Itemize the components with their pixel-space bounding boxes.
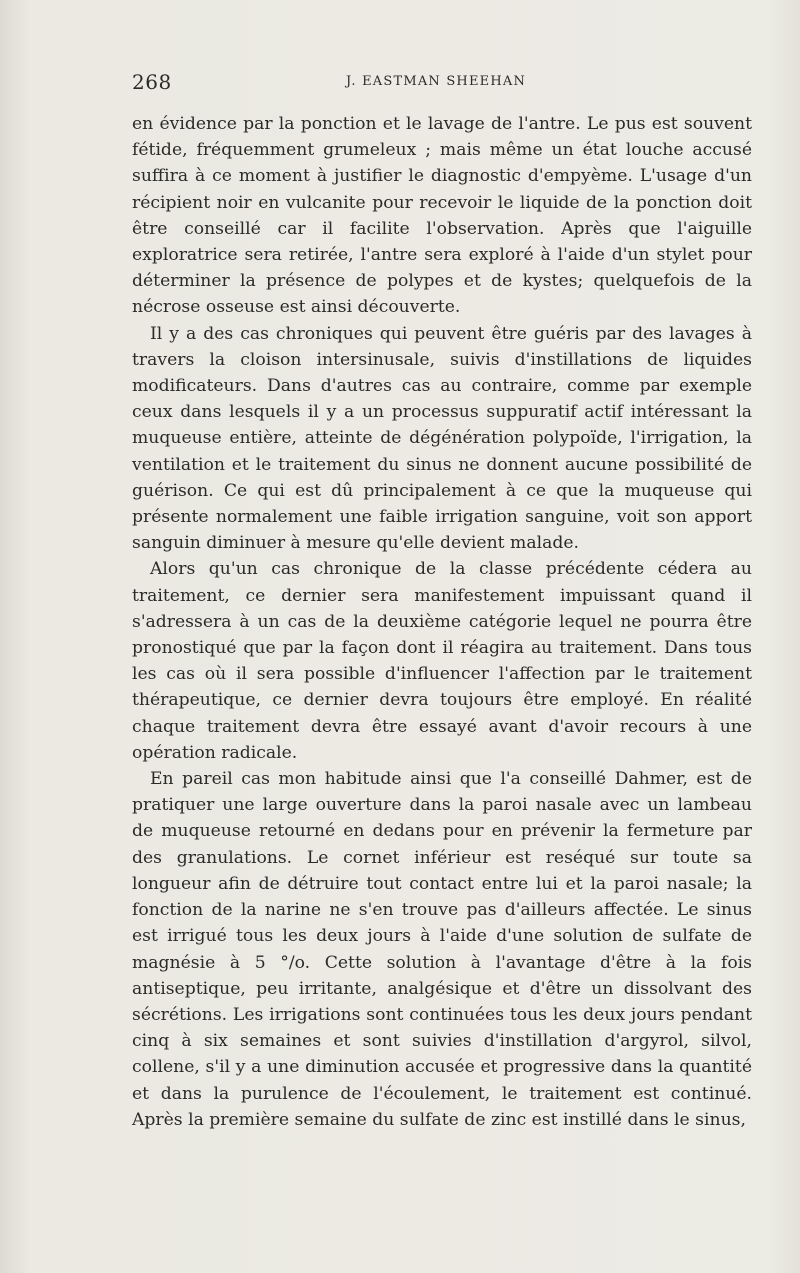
page-header <box>132 70 750 94</box>
paragraph: Alors qu'un cas chronique de la classe précédente cédera au traitement, ce dernier sera manifestement impuissant quand il s'adressera à un cas de la deuxième catégorie lequel ne pourra être pronostiqué que par la façon dont il réagira au traitement. Dans tous les cas où il sera possible d'influencer l'affection par le traitement thérapeutique, ce dernier devra toujours être employé. En réalité chaque traitement devra être essayé avant d'avoir recours à une opération radicale. <box>132 559 752 763</box>
paragraph: En pareil cas mon habitude ainsi que l'a conseillé Dahmer, est de pratiquer une large ouverture dans la paroi nasale avec un lambeau de muqueuse retourné en dedans pour en prévenir la fermeture par des granulations. Le cornet inférieur est reséqué sur toute sa longueur afin de détruire tout contact entre lui et la paroi nasale; la fonction de la narine ne s'en trouve pas d'ailleurs affectée. Le sinus est irrigué tous les deux jours à l'aide d'une solution de sulfate de magnésie à 5 °/o. Cette solution à l'avantage d'être à la fois antiseptique, peu irritante, analgésique et d'être un dissolvant des sécrétions. Les irrigations sont continuées tous les deux jours pendant cinq à six semaines et sont suivies d'instillation d'argyrol, silvol, collene, s'il y a une diminution accusée et progressive dans la quantité et dans la purulence de l'écoulement, le traitement est continué. Après la première semaine du sulfate de zinc est instillé dans le sinus, <box>132 769 752 1130</box>
page-number: 268 <box>132 70 172 94</box>
body-text <box>132 111 752 1133</box>
running-head: J. EASTMAN SHEEHAN <box>346 74 527 89</box>
paragraph: en évidence par la ponction et le lavage de l'antre. Le pus est souvent fétide, fréquemment grumeleux ; mais même un état louche accusé suffira à ce moment à justifier le diagnostic d'empyème. L'usage d'un récipient noir en vulcanite pour recevoir le liquide de la ponction doit être conseillé car il facilite l'observation. Après que l'aiguille exploratrice sera retirée, l'antre sera exploré à l'aide d'un stylet pour déterminer la présence de polypes et de kystes; quelquefois de la nécrose osseuse est ainsi découverte. <box>132 114 752 318</box>
paragraph: Il y a des cas chroniques qui peuvent être guéris par des lavages à travers la cloison intersinusale, suivis d'instillations de liquides modificateurs. Dans d'autres cas au contraire, comme par exemple ceux dans lesquels il y a un processus suppuratif actif intéressant la muqueuse entière, atteinte de dégénération polypoïde, l'irrigation, la ventilation et le traitement du sinus ne donnent aucune possibilité de guérison. Ce qui est dû principalement à ce que la muqueuse qui présente normalement une faible irrigation sanguine, voit son apport sanguin diminuer à mesure qu'elle devient malade. <box>132 323 752 554</box>
